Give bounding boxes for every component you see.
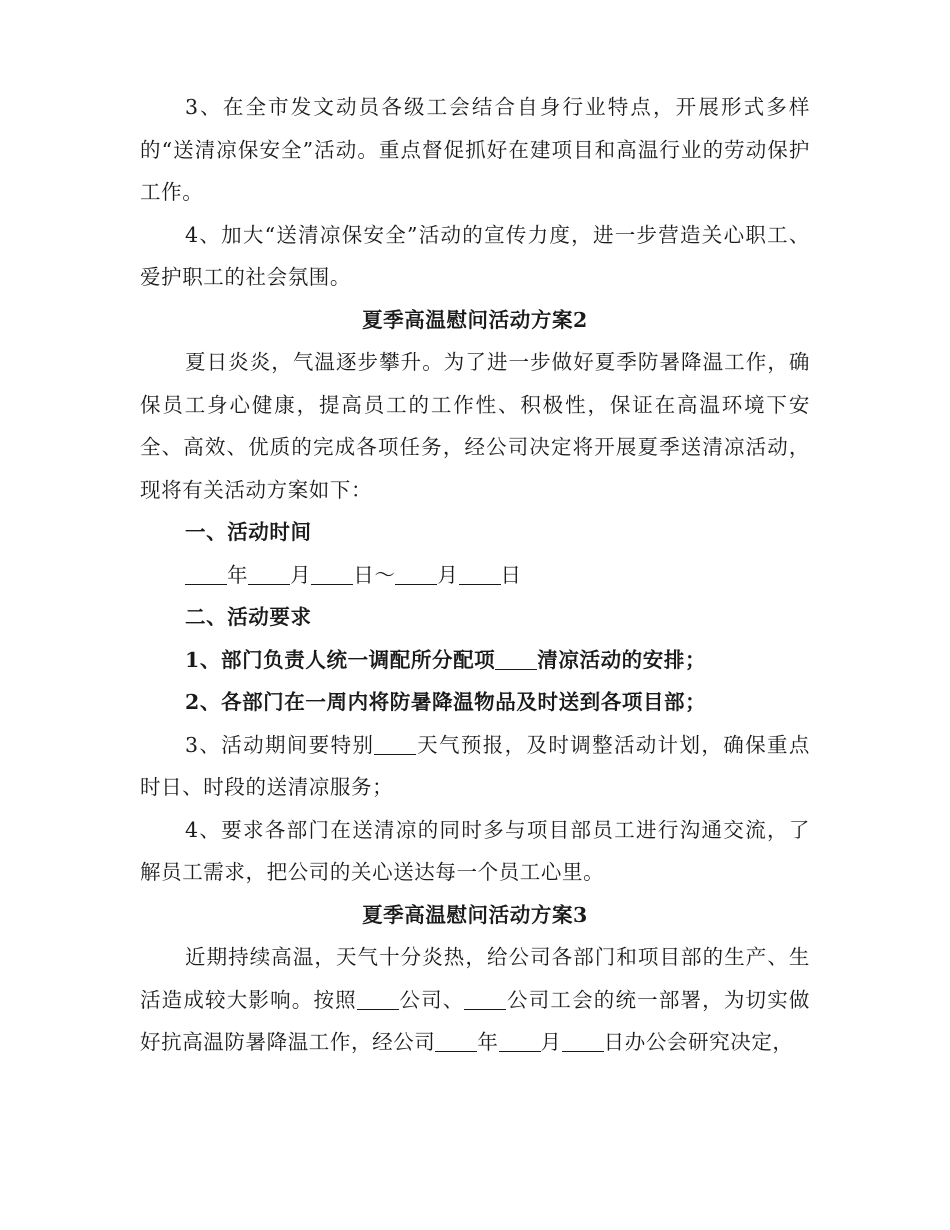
blank-underline (459, 564, 501, 585)
intro-paragraph-2: 夏日炎炎，气温逐步攀升。为了进一步做好夏季防暑降温工作，确保员工身心健康，提高员工的工作性、积极性，保证在高温环境下安全、高效、优质的完成各项任务，经公司决定将开展夏季送清凉活动，现将有关活动方案如下： (140, 350, 810, 502)
date-range-line (140, 554, 810, 597)
requirement-1-text-a: 1、部门负责人统一调配所分配项 (185, 647, 496, 672)
intro-3-text-a: 近期持续高温，天气十分炎热，给公司各部门和项目部的生产、生活造成较大影响。按照 (140, 945, 810, 1012)
requirement-item-2: 2、各部门在一周内将防暑降温物品及时送到各项目部； (185, 690, 707, 714)
document-page (140, 86, 810, 1064)
blank-underline (562, 1031, 604, 1052)
paragraph-item-3: 3、在全市发文动员各级工会结合自身行业特点，开展形式多样的“送清凉保安全”活动。重点督促抓好在建项目和高温行业的劳动保护工作。 (140, 95, 810, 204)
blank-underline (395, 564, 437, 585)
date-day-label-2: 日 (500, 562, 522, 587)
blank-underline (499, 1031, 541, 1052)
requirement-3-text-b: 天气预报，及时调整活动计划，确保重点时日、时段的送清凉服务； (140, 732, 810, 799)
requirement-3-text-a: 3、活动期间要特别 (185, 732, 375, 757)
date-month-label: 月 (290, 562, 312, 587)
intro-3-text-b: 公司、 (398, 987, 465, 1012)
date-year-label: 年 (227, 562, 249, 587)
section-heading-2: 夏季高温慰问活动方案2 (362, 307, 588, 332)
intro-3-text-c: 公司工会的统一部署，为切实做好抗高温防暑降温工作，经公司 (140, 987, 811, 1054)
subheading-activity-requirements: 二、活动要求 (185, 605, 312, 629)
blank-underline (311, 564, 353, 585)
intro-3-text-e: 月 (540, 1030, 562, 1054)
blank-underline (248, 564, 290, 585)
section-heading-3: 夏季高温慰问活动方案3 (362, 902, 588, 927)
requirement-item-3 (140, 724, 810, 809)
intro-3-text-d: 年 (477, 1030, 499, 1054)
blank-underline (374, 734, 416, 755)
intro-3-text-f: 日办公会研究决定， (603, 1030, 794, 1054)
date-month-label-2: 月 (437, 562, 459, 587)
blank-underline (464, 989, 506, 1010)
intro-paragraph-3 (140, 936, 810, 1064)
blank-underline (357, 989, 399, 1010)
requirement-1-text-b: 清凉活动的安排； (537, 647, 707, 672)
subheading-activity-time: 一、活动时间 (185, 520, 312, 544)
date-day-range-label: 日～ (353, 562, 396, 587)
requirement-item-1 (140, 639, 810, 682)
blank-underline (495, 649, 537, 670)
paragraph-item-4: 4、加大“送清凉保安全”活动的宣传力度，进一步营造关心职工、爱护职工的社会氛围。 (140, 222, 810, 289)
blank-underline (435, 1031, 477, 1052)
blank-underline (185, 564, 227, 585)
requirement-item-4: 4、要求各部门在送清凉的同时多与项目部员工进行沟通交流，了解员工需求，把公司的关心送达每一个员工心里。 (140, 817, 810, 884)
